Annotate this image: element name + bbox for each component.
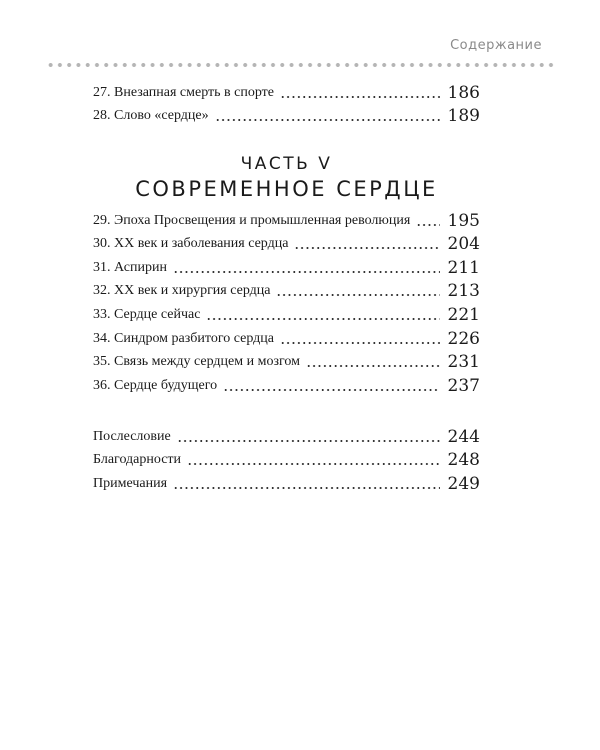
toc-entry-page: 213 [447, 281, 480, 302]
toc-entry-page: 248 [447, 450, 480, 471]
toc-entry-title: Благодарности [93, 452, 182, 468]
toc-entry-title: 29. Эпоха Просвещения и промышленная революция [93, 212, 411, 228]
toc-leader-dots [276, 294, 440, 296]
toc-entry-page: 189 [447, 106, 480, 127]
toc-entry-title: 34. Синдром разбитого сердца [93, 330, 274, 346]
toc-leader-dots [416, 224, 440, 226]
toc-entry[interactable] [93, 448, 480, 472]
toc-entry[interactable] [93, 424, 480, 448]
toc-leader-dots [280, 342, 440, 344]
toc-entry-title: 30. XX век и заболевания сердца [93, 236, 289, 252]
header-dotted-rule [46, 62, 556, 68]
running-header-title: Содержание [450, 38, 542, 53]
toc-entry-page: 195 [447, 210, 480, 231]
toc-entry-title: Послесловие [93, 428, 171, 444]
toc-entry[interactable] [93, 279, 480, 303]
toc-entry-page: 204 [447, 234, 480, 255]
toc-leader-dots [206, 318, 440, 320]
part-number: ЧАСТЬ V [240, 154, 333, 174]
toc-entry-page: 244 [447, 426, 480, 447]
toc-list-top [93, 80, 480, 127]
toc-entry[interactable] [93, 255, 480, 279]
toc-leader-dots [306, 365, 440, 367]
toc-leader-dots [294, 247, 440, 249]
toc-entry[interactable] [93, 302, 480, 326]
toc-list-part5 [93, 208, 480, 397]
toc-leader-dots [173, 271, 440, 273]
toc-leader-dots [280, 96, 440, 98]
toc-entry-page: 237 [447, 375, 480, 396]
toc-entry-title: 28. Слово «сердце» [93, 108, 209, 124]
toc-entry[interactable] [93, 350, 480, 374]
toc-entry-page: 211 [447, 257, 480, 278]
toc-entry-page: 231 [447, 352, 480, 373]
toc-entry[interactable] [93, 232, 480, 256]
toc-entry[interactable] [93, 326, 480, 350]
toc-entry-title: 27. Внезапная смерть в спорте [93, 84, 274, 100]
toc-entry[interactable] [93, 208, 480, 232]
part-heading [93, 152, 480, 202]
toc-entry-page: 221 [447, 304, 480, 325]
toc-entry-title: 35. Связь между сердцем и мозгом [93, 354, 300, 370]
toc-entry[interactable] [93, 104, 480, 128]
toc-leader-dots [173, 487, 440, 489]
toc-leader-dots [177, 440, 440, 442]
part-title: СОВРЕМЕННОЕ СЕРДЦЕ [135, 177, 438, 201]
toc-entry-title: Примечания [93, 475, 168, 491]
toc-entry-title: 31. Аспирин [93, 259, 167, 275]
toc-entry-page: 226 [447, 328, 480, 349]
toc-leader-dots [223, 389, 440, 391]
toc-entry-title: 32. XX век и хирургия сердца [93, 283, 271, 299]
toc-leader-dots [215, 119, 440, 121]
toc-list-back-matter [93, 424, 480, 495]
toc-entry[interactable] [93, 373, 480, 397]
toc-entry-title: 36. Сердце будущего [93, 377, 218, 393]
toc-entry[interactable] [93, 80, 480, 104]
toc-leader-dots [187, 463, 440, 465]
toc-entry-title: 33. Сердце сейчас [93, 306, 201, 322]
toc-entry-page: 249 [447, 473, 480, 494]
toc-entry[interactable] [93, 471, 480, 495]
toc-entry-page: 186 [447, 82, 480, 103]
